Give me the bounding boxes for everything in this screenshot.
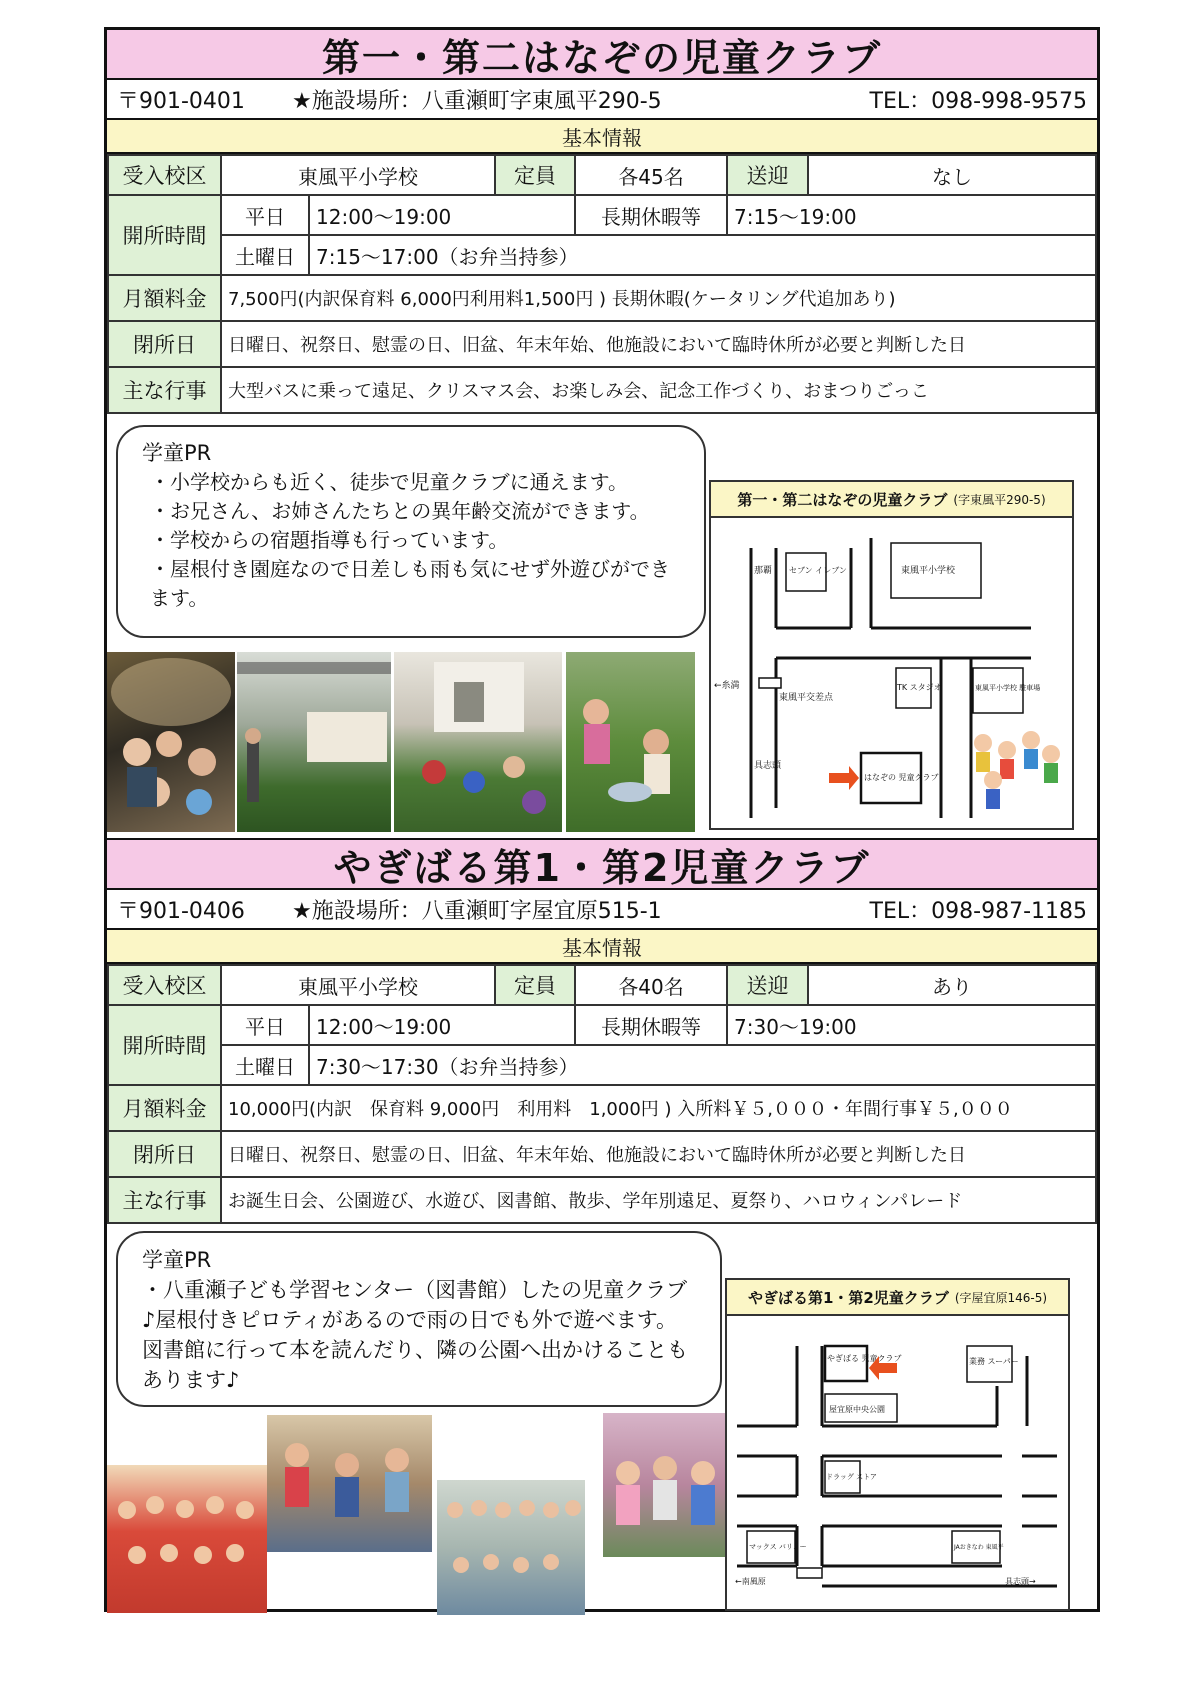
access-map-hanazono (709, 480, 1074, 830)
photo-lawn (394, 652, 562, 832)
transport-value: なし (808, 155, 1096, 195)
label-fee: 月額料金 (108, 1085, 221, 1131)
table-row (108, 1045, 1096, 1085)
map-label-school: 東風平小学校 (901, 566, 956, 576)
map-title: 第一・第二はなぞの児童クラブ (737, 490, 948, 509)
flyer-sheet (104, 27, 1100, 1612)
fee-value: 7,500円(内訳保育料 6,000円利用料1,500円 ) 長期休暇(ケータリング代追加あり) (221, 275, 1096, 321)
phone-number: TEL：098-998-9575 (869, 88, 1087, 114)
pr-text: ・八重瀬子ども学習センター（図書館）したの児童クラブ♪屋根付きピロティがあるので雨の日でも外で遊べます。図書館に行って本を読んだり、隣の公園へ出かけることもあります♪ (142, 1278, 688, 1392)
list-item: ・ 学校からの宿題指導も行っています。 (150, 526, 680, 555)
label-weekday: 平日 (221, 195, 309, 235)
label-hours: 開所時間 (108, 195, 221, 275)
events-value: 大型バスに乗って遠足、クリスマス会、お楽しみ会、記念工作づくり、おまつりごっこ (221, 367, 1096, 413)
postal-code: 〒901-0401 (117, 88, 245, 114)
map-label-haebaru: ←南風原 (735, 1577, 766, 1586)
weekday-hours: 12:00～19:00 (309, 1005, 575, 1045)
label-events: 主な行事 (108, 367, 221, 413)
club-section-yagibaru (107, 838, 1097, 1614)
map-subtitle: (字東風平290-5) (953, 492, 1046, 507)
map-label-parking: 東風平小学校 駐車場 (975, 684, 1041, 692)
map-label-drugstore: ドラッグ ストア (826, 1473, 877, 1481)
map-header (727, 1280, 1068, 1316)
pr-list (142, 468, 680, 613)
label-closed: 閉所日 (108, 1131, 221, 1177)
photo-kids-costume (603, 1413, 727, 1557)
table-row (108, 367, 1096, 413)
map-label-itoman: ←糸満 (714, 681, 740, 691)
map-label-club: はなぞの 児童クラブ (864, 773, 939, 782)
map-title: やぎばる第1・第2児童クラブ (747, 1288, 949, 1307)
map-label-gushikami: 具志頭 (754, 761, 782, 771)
table-row (108, 1085, 1096, 1131)
facility-location: ★施設場所：八重瀬町字東風平290-5 (292, 88, 662, 114)
info-header: 基本情報 (107, 930, 1097, 964)
label-capacity: 定員 (495, 155, 575, 195)
map-label-gyomu-super: 業務 スーパー (969, 1357, 1019, 1366)
map-label-tk-studio: TK スタジオ (897, 683, 942, 692)
table-row (108, 1177, 1096, 1223)
label-saturday: 土曜日 (221, 235, 309, 275)
facility-location: ★施設場所：八重瀬町字屋宜原515-1 (292, 898, 662, 924)
table-row (108, 235, 1096, 275)
school-value: 東風平小学校 (221, 965, 495, 1005)
weekday-hours: 12:00～19:00 (309, 195, 575, 235)
label-long-holiday: 長期休暇等 (575, 195, 727, 235)
photo-play-image (566, 652, 695, 832)
pr-title: 学童PR (142, 441, 212, 465)
photo-kids-outdoor-image (437, 1480, 585, 1615)
map-label-seven: セブン イレブン (789, 566, 847, 575)
table-row (108, 965, 1096, 1005)
long-holiday-hours: 7:30～19:00 (727, 1005, 1096, 1045)
list-item: ・ お兄さん、お姉さんたちとの異年齢交流ができます。 (150, 497, 680, 526)
label-hours: 開所時間 (108, 1005, 221, 1085)
table-row (108, 155, 1096, 195)
photo-kids-indoor-image (267, 1415, 432, 1552)
children-illustration-icon (974, 731, 1060, 809)
club-title: やぎばる第1・第2児童クラブ (107, 840, 1097, 890)
arrow-icon (829, 766, 859, 790)
label-capacity: 定員 (495, 965, 575, 1005)
map-label-ja: JAおきなわ 東風平 (954, 1544, 1004, 1551)
info-header: 基本情報 (107, 120, 1097, 154)
label-long-holiday: 長期休暇等 (575, 1005, 727, 1045)
list-item: ・ 屋根付き園庭なので日差しも雨も気にせず外遊びができます。 (150, 555, 680, 613)
pr-box (116, 1231, 722, 1407)
photo-garden-image (237, 652, 391, 832)
transport-value: あり (808, 965, 1096, 1005)
table-row (108, 275, 1096, 321)
capacity-value: 各40名 (575, 965, 727, 1005)
label-events: 主な行事 (108, 1177, 221, 1223)
club-section-hanazono (107, 30, 1097, 838)
label-school: 受入校区 (108, 965, 221, 1005)
pr-title: 学童PR (142, 1248, 212, 1272)
postal-code: 〒901-0406 (117, 898, 245, 924)
map-header (711, 482, 1072, 518)
label-closed: 閉所日 (108, 321, 221, 367)
closed-value: 日曜日、祝祭日、慰霊の日、旧盆、年末年始、他施設において臨時休所が必要と判断した日 (221, 321, 1096, 367)
capacity-value: 各45名 (575, 155, 727, 195)
photo-garden (237, 652, 391, 832)
map-label-club: やぎばる 児童クラブ (827, 1354, 902, 1363)
label-saturday: 土曜日 (221, 1045, 309, 1085)
table-row (108, 1005, 1096, 1045)
school-value: 東風平小学校 (221, 155, 495, 195)
table-row (108, 321, 1096, 367)
map-subtitle: (字屋宜原146-5) (954, 1290, 1048, 1305)
photo-play (566, 652, 695, 832)
map-drawing (727, 1316, 1068, 1611)
table-row (108, 195, 1096, 235)
fee-value: 10,000円(内訳 保育料 9,000円 利用料 1,000円 ) 入所料￥５,０００・年間行事￥５,０００ (221, 1085, 1096, 1131)
table-row (108, 1131, 1096, 1177)
map-label-intersection: 東風平交差点 (779, 693, 834, 703)
map-drawing (711, 518, 1072, 830)
list-item: ・ 小学校からも近く、徒歩で児童クラブに通えます。 (150, 468, 680, 497)
pr-box (116, 425, 706, 638)
label-transport: 送迎 (727, 155, 808, 195)
saturday-hours: 7:30～17:30（お弁当持参） (309, 1045, 1096, 1085)
saturday-hours: 7:15～17:00（お弁当持参） (309, 235, 1096, 275)
info-table (107, 964, 1097, 1224)
map-label-gushikami: 具志頭→ (1005, 1577, 1036, 1586)
label-transport: 送迎 (727, 965, 808, 1005)
photo-kids-indoor (267, 1415, 432, 1552)
phone-number: TEL：098-987-1185 (869, 898, 1087, 924)
long-holiday-hours: 7:15～19:00 (727, 195, 1096, 235)
photo-group-red-image (107, 1465, 267, 1613)
access-map-yagibaru (725, 1278, 1070, 1611)
address-row (107, 80, 1097, 120)
label-weekday: 平日 (221, 1005, 309, 1045)
events-value: お誕生日会、公園遊び、水遊び、図書館、散歩、学年別遠足、夏祭り、ハロウィンパレード (221, 1177, 1096, 1223)
address-row (107, 890, 1097, 930)
label-fee: 月額料金 (108, 275, 221, 321)
photo-kids-outdoor (437, 1480, 585, 1615)
club-title: 第一・第二はなぞの児童クラブ (107, 30, 1097, 80)
map-label-park: 屋宜原中央公園 (829, 1405, 885, 1414)
photo-group-red (107, 1465, 267, 1613)
photo-tunnel (107, 652, 235, 832)
closed-value: 日曜日、祝祭日、慰霊の日、旧盆、年末年始、他施設において臨時休所が必要と判断した日 (221, 1131, 1096, 1177)
info-table (107, 154, 1097, 414)
photo-tunnel-image (107, 652, 235, 832)
map-label-naha: 那覇 (754, 566, 773, 576)
photo-kids-costume-image (603, 1413, 727, 1557)
photo-lawn-image (394, 652, 562, 832)
label-school: 受入校区 (108, 155, 221, 195)
map-label-maxvalu: マックス バリュー (749, 1543, 807, 1551)
